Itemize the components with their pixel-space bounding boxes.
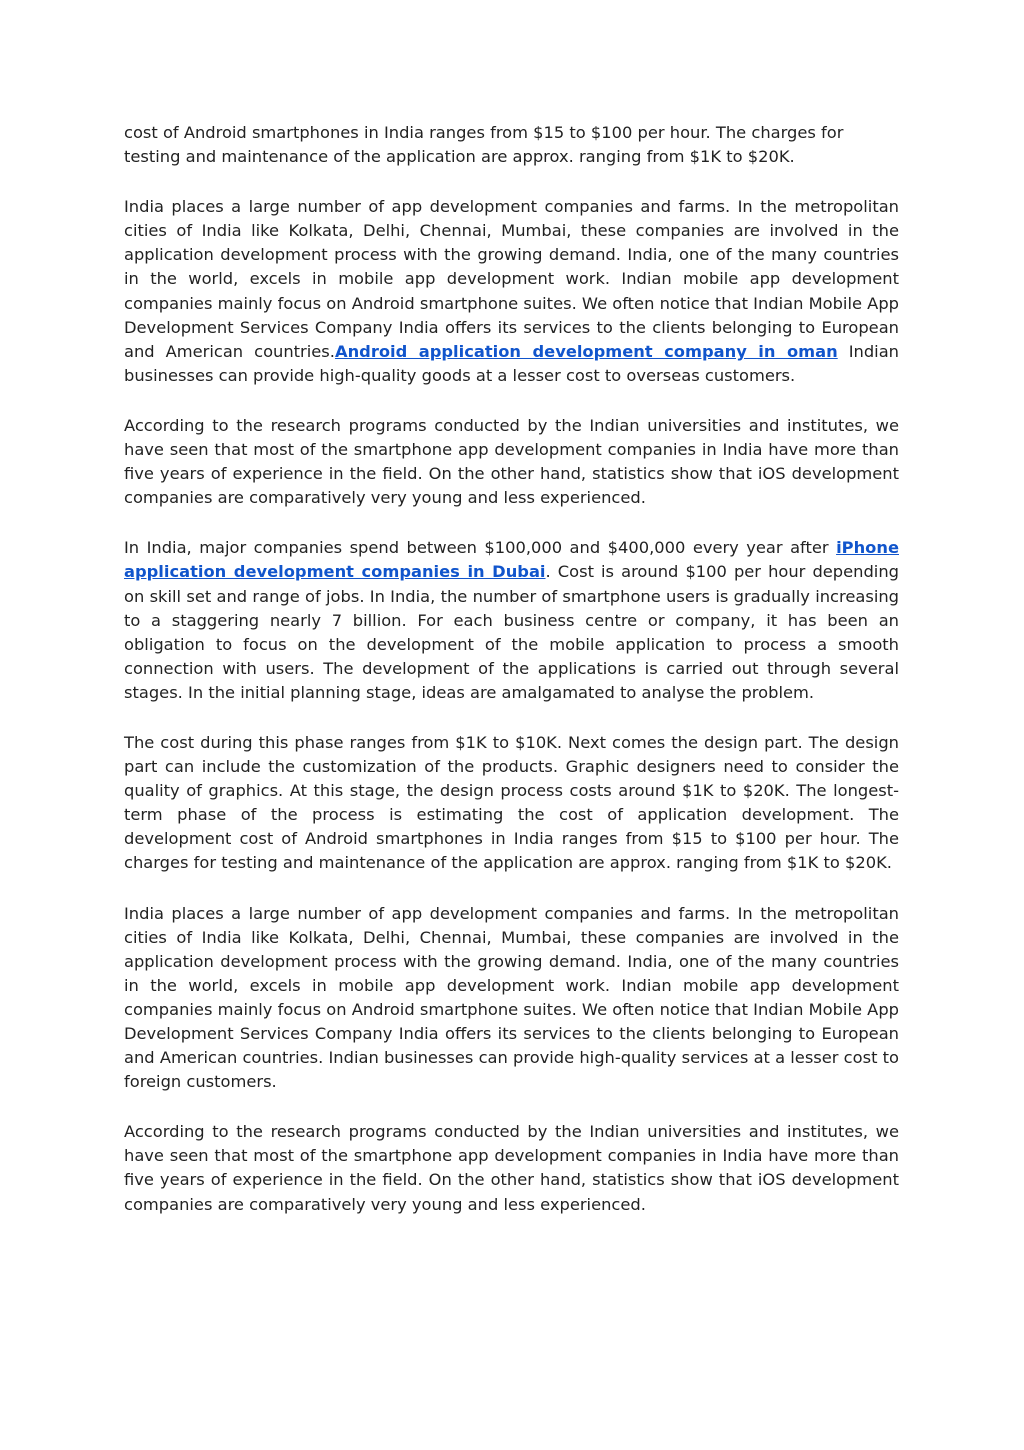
paragraph-4-text-before: In India, major companies spend between $100,000 and $400,000 every year after bbox=[124, 538, 837, 558]
paragraph-6: India places a large number of app development companies and farms. In the metropolitan cities of India like Kolkata, Delhi, Chennai, Mumbai, these companies are involved in the application development process with the growing demand. India, one of the many countries in the world, excels in mobile app development work. Indian mobile app development companies mainly focus on Android smartphone suites. We often notice that Indian Mobile App Development Services Company India offers its services to the clients belonging to European and American countries. Indian businesses can provide high-quality services at a lesser cost to foreign customers. bbox=[124, 903, 899, 1092]
paragraph-2-text-before: India places a large number of app development companies and farms. In the metropolitan cities of India like Kolkata, Delhi, Chennai, Mumbai, these companies are involved in the application development process with the growing demand. India, one of the many countries in the world, excels in mobile app development work. Indian mobile app development companies mainly focus on Android smartphone suites. We often notice that Indian Mobile App Development Services Company India offers its services to the clients belonging to European and American countries. bbox=[124, 197, 899, 361]
paragraph-1: cost of Android smartphones in India ranges from $15 to $100 per hour. The charges for testing and maintenance of the application are approx. ranging from $1K to $20K. bbox=[124, 123, 844, 167]
paragraph-2 bbox=[124, 195, 899, 388]
paragraph-5: The cost during this phase ranges from $1K to $10K. Next comes the design part. The design part can include the customization of the products. Graphic designers need to consider the quality of graphics. At this stage, the design process costs around $1K to $20K. The longest-term phase of the process is estimating the cost of application development. The development cost of Android smartphones in India ranges from $15 to $100 per hour. The charges for testing and maintenance of the application are approx. ranging from $1K to $20K. bbox=[124, 732, 899, 873]
paragraph-7: According to the research programs conducted by the Indian universities and institutes, we have seen that most of the smartphone app development companies in India have more than five years of experience in the field. On the other hand, statistics show that iOS development companies are comparatively very young and less experienced. bbox=[124, 1122, 899, 1214]
document-page bbox=[124, 121, 899, 1243]
paragraph-2-text-after: Indian businesses can provide high-quality goods at a lesser cost to overseas customers. bbox=[124, 341, 900, 385]
paragraph-3: According to the research programs conducted by the Indian universities and institutes, we have seen that most of the smartphone app development companies in India have more than five years of experience in the field. On the other hand, statistics show that iOS development companies are comparatively very young and less experienced. bbox=[124, 415, 899, 508]
android-oman-link[interactable]: Android application development company in oman bbox=[334, 341, 838, 361]
iphone-dubai-link[interactable]: iPhone application development companies in Dubai bbox=[124, 538, 899, 582]
paragraph-4 bbox=[124, 536, 899, 705]
paragraph-4-text-after: . Cost is around $100 per hour depending on skill set and range of jobs. In India, the number of smartphone users is gradually increasing to a staggering nearly 7 billion. For each business centre or company, it has been an obligation to focus on the development of the mobile application to process a smooth connection with users. The development of the applications is carried out through several stages. In the initial planning stage, ideas are amalgamated to analyse the problem. bbox=[124, 562, 899, 702]
